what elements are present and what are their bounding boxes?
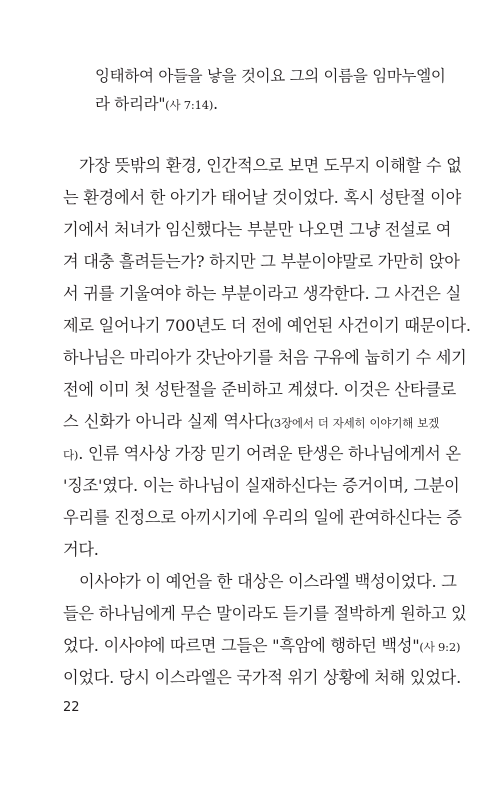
paragraph-1-line-10 [63, 440, 461, 464]
paragraph-1-line-2: 는 환경에서 한 아기가 태어날 것이었다. 혹시 성탄절 이야 [63, 188, 461, 207]
paragraph-2-line-2: 들은 하나님에게 무슨 말이라도 듣기를 절박하게 원하고 있 [63, 604, 467, 623]
paragraph-1-line-5: 서 귀를 기울여야 하는 부분이라고 생각한다. 그 사건은 실 [63, 284, 461, 303]
line-10-text: . 인류 역사상 가장 믿기 어려운 탄생은 하나님에게서 온 [78, 444, 461, 463]
paragraph-1-line-13: 거다. [63, 540, 99, 559]
paragraph-1-line-6: 제로 일어나기 700년도 더 전에 예언된 사건이기 때문이다. [63, 316, 471, 335]
paragraph-2-line-1: 이사야가 이 예언을 한 대상은 이스라엘 백성이었다. 그 [79, 572, 457, 591]
paragraph-1-line-1: 가장 뜻밖의 환경, 인간적으로 보면 도무지 이해할 수 없 [79, 156, 462, 175]
paragraph-1-line-8: 전에 이미 첫 성탄절을 준비하고 계셨다. 이것은 산타클로 [63, 380, 457, 399]
paragraph-1-line-9 [63, 408, 439, 432]
scripture-quote-line-2 [95, 92, 218, 114]
paragraph-1-line-4: 겨 대충 흘려듣는가? 하지만 그 부분이야말로 가만히 앉아 [63, 252, 460, 271]
line-3-text: 었다. 이사야에 따르면 그들은 "흑암에 행하던 백성" [63, 636, 420, 655]
page-number: 22 [63, 700, 80, 715]
scripture-reference-2: (사 9:2) [419, 640, 461, 654]
scripture-quote-line-1: 잉태하여 아들을 낳을 것이요 그의 이름을 임마누엘이 [95, 67, 446, 85]
quote-period: . [213, 95, 218, 113]
quote-text: 라 하리라" [95, 95, 166, 113]
paragraph-2-line-4: 이었다. 당시 이스라엘은 국가적 위기 상황에 처해 있었다. [63, 668, 461, 687]
paragraph-1-line-11: '징조'였다. 이는 하나님이 실재하신다는 증거이며, 그분이 [63, 476, 460, 495]
chapter-note: (3장에서 더 자세히 이야기해 보겠 [269, 416, 439, 430]
paragraph-1-line-12: 우리를 진정으로 아끼시기에 우리의 일에 관여하신다는 증 [63, 508, 462, 527]
line-9-text: 스 신화가 아니라 실제 역사다 [63, 412, 270, 431]
paragraph-1-line-3: 기에서 처녀가 임신했다는 부분만 나오면 그냥 전설로 여 [63, 220, 452, 239]
paragraph-1-line-7: 하나님은 마리아가 갓난아기를 처음 구유에 눕히기 수 세기 [63, 348, 467, 367]
chapter-note-end: 다) [63, 448, 79, 462]
scripture-reference: (사 7:14) [165, 98, 214, 112]
paragraph-2-line-3 [63, 632, 461, 656]
